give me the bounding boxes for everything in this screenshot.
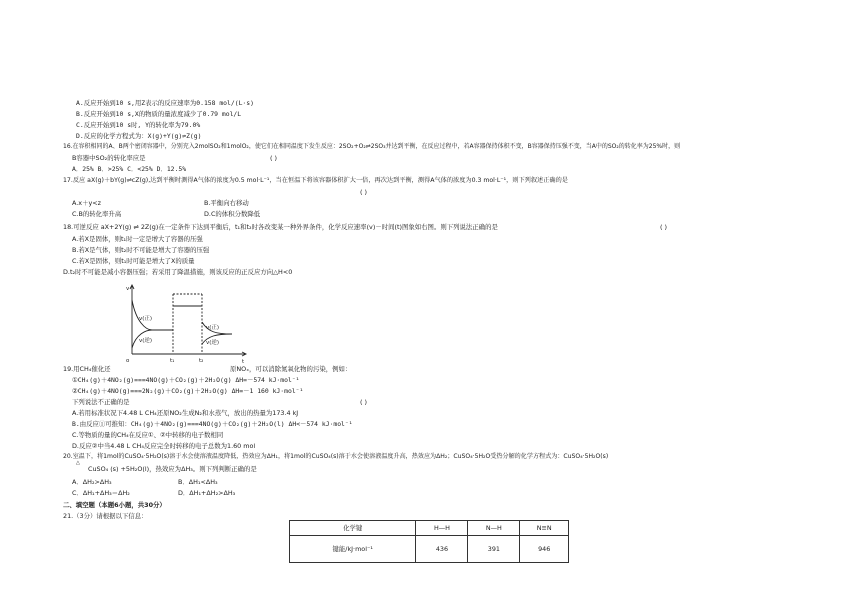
- reverse-label: v(逆): [139, 338, 153, 344]
- table-cell: 键能/kJ·mol⁻¹: [290, 536, 416, 563]
- origin-label: o: [126, 358, 130, 364]
- x-axis-label: t: [242, 359, 245, 365]
- q18-option-c: C.若X是固体，则t₁时可能是增大了X的质量: [72, 257, 195, 265]
- table-cell: 946: [520, 536, 569, 563]
- table-row: [290, 536, 569, 563]
- q20-option-a: A．ΔH₂>ΔH₃: [72, 478, 112, 486]
- y-axis-label: v: [126, 286, 130, 292]
- forward-label-2: v(正): [206, 325, 220, 331]
- q16-options: A．25% B．>25% C．<25% D．12.5%: [72, 165, 187, 173]
- q15-option-c: C.反应开始到10 s时, Y的转化率为79.0%: [76, 121, 201, 129]
- q21-stem: 21.（3分）请根据以下信息：: [63, 512, 148, 520]
- q19-option-a: A.若用标准状况下4.48 L CH₄还原NO₂生成N₂和水蒸气，放出的热量为173.4 kJ: [72, 409, 299, 417]
- q17-option-b: B.平衡向右移动: [204, 199, 249, 207]
- table-header-cell: 化学键: [290, 521, 416, 536]
- q20-stem-2: CuSO₄ (s) +5H₂O(l)，热效应为ΔH₃。则下列判断正确的是: [88, 465, 257, 473]
- reverse-label-2: v(逆): [206, 340, 220, 346]
- q20-stem: 20.室温下，将1mol的CuSO₄·5H₂O(s)溶于水会使溶液温度降低，热效应为ΔH₁，将1mol的CuSO₄(s)溶于水会使溶液温度升高，热效应为ΔH₂；CuSO₄·5H₂O受热分解的化学方程式为：CuSO₄·5H₂O(s): [63, 453, 609, 460]
- rate-time-graph: [120, 282, 250, 366]
- q17-option-c: C.B的转化率升高: [72, 210, 122, 218]
- forward-label: v(正): [139, 316, 153, 322]
- q16-answer-paren: ( ): [270, 154, 278, 162]
- q20-option-c: C．ΔH₁+ΔH₃＝ΔH₂: [72, 489, 130, 497]
- q20-option-d: D．ΔH₁+ΔH₂>ΔH₃: [178, 489, 236, 497]
- table-header-cell: N—H: [468, 521, 520, 536]
- q19-equation-1: ①CH₄(g)＋4NO₂(g)===4NO(g)＋CO₂(g)＋2H₂O(g) ΔH=－574 kJ·mol⁻¹: [72, 376, 300, 384]
- q19-ask: 下列说法不正确的是: [72, 398, 130, 406]
- forward-curve: [132, 300, 173, 330]
- q19-option-d: D.反应②中当4.48 L CH₄反应完全时转移的电子总数为1.60 mol: [72, 442, 256, 450]
- q18-option-a: A.若X是固体，则t₁时一定是增大了容器的压强: [72, 235, 203, 243]
- q20-heat-condition: △: [76, 460, 80, 466]
- q16-stem-2: B容器中SO₂的转化率应是: [72, 154, 146, 162]
- q17-stem: 17.反应 aX(g)＋bY(g)⇌cZ(g),达到平衡时测得A气体的浓度为0.5 mol·L⁻¹，当在恒温下将该容器体积扩大一倍，再次达到平衡，测得A气体的浓度为0.3 mol·L⁻¹，则下列叙述正确的是: [63, 177, 568, 184]
- q18-option-d: D.t₂时不可能是减小容器压强；若采用了降温措施，则该反应的正反应方向△H<0: [63, 268, 293, 276]
- q19-option-b: B.由反应①可推知：CH₄(g)＋4NO₂(g)===4NO(g)＋CO₂(g)＋2H₂O(l) ΔH<－574 kJ·mol⁻¹: [72, 420, 353, 428]
- q20-option-b: B．ΔH₁<ΔH₃: [178, 478, 218, 486]
- t2-label: t₂: [199, 358, 204, 364]
- table-header-row: [290, 521, 569, 536]
- bond-energy-table: [289, 520, 569, 563]
- q17-option-a: A.x＋y<z: [72, 199, 101, 207]
- q15-option-b: B.反应开始到10 s,X的物质的量浓度减少了0.79 mol/L: [76, 110, 242, 118]
- q17-option-d: D.C的体积分数降低: [204, 210, 261, 218]
- q18-option-b: B.若X是气体，则t₂时不可能是增大了容器的压强: [72, 246, 210, 254]
- table-cell: 391: [468, 536, 520, 563]
- q19-equation-2: ②CH₄(g)＋4NO(g)===2N₂(g)＋CO₂(g)＋2H₂O(g) ΔH=－1 160 kJ·mol⁻¹: [72, 387, 304, 395]
- q18-stem: 18.可逆反应 aX+2Y(g) ⇌ 2Z(g)在一定条件下达到平衡后，t₁和t₂时各改变某一种外界条件，化学反应速率(v)－时间(t)图象如右图。则下列说法正确的是: [63, 223, 498, 231]
- section-title: 二、填空题（本题6小题，共30分）: [63, 501, 166, 509]
- q19-answer-paren: ( ): [360, 398, 368, 406]
- q19-option-c: C.等物质的量的CH₄在反应①、②中转移的电子数相同: [72, 431, 224, 439]
- q15-option-a: A.反应开始到10 s,用Z表示的反应速率为0.158 mol/(L·s): [76, 99, 254, 107]
- q19-stem-b: 原NOₓ，可以消除氮氧化物的污染，例如：: [230, 365, 352, 373]
- q15-option-d: D.反应的化学方程式为：X(g)+Y(g)⇌Z(g): [76, 132, 202, 140]
- q19-stem-a: 19.用CH₄催化还: [63, 365, 111, 373]
- q17-answer-paren: ( ): [360, 188, 368, 196]
- q16-stem: 16.在容积相同的A、B两个密闭容器中，分别充入2molSO₂和1molO₂，使它们在相同温度下发生反应：2SO₂+O₂⇌2SO₃并达到平衡，在反应过程中，若A容器保持体积不变，B容器保持压强不变，当A中的SO₂的转化率为25%时，则: [63, 143, 681, 150]
- table-header-cell: H—H: [416, 521, 468, 536]
- t1-label: t₁: [170, 358, 175, 364]
- table-header-cell: N≡N: [520, 521, 569, 536]
- q18-answer-paren: ( ): [660, 223, 668, 231]
- table-cell: 436: [416, 536, 468, 563]
